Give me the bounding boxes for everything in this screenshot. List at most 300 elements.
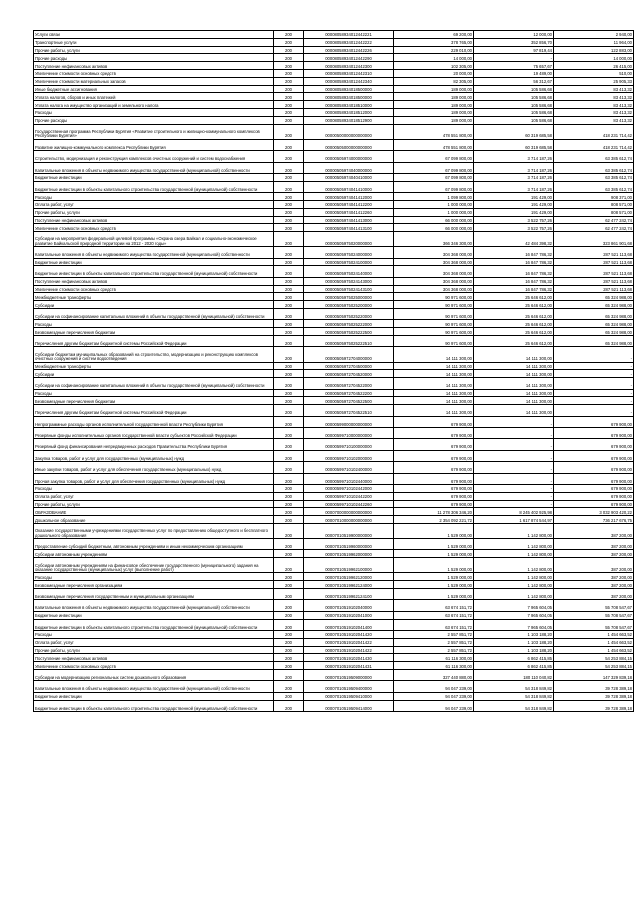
row-executed-amount-cell: 1 617 874 544,97 [474, 516, 554, 524]
row-name-cell: Бюджетные инвестиции в объекты капитального строительства государственной (муниципальной) собственности [34, 181, 274, 192]
row-approved-amount-cell: 679 900,00 [394, 427, 474, 438]
row-name-cell: Расходы [34, 320, 274, 328]
row-name-cell: Резервные фонды исполнительных органов государственной власти субъектов Российской Федерации [34, 427, 274, 438]
row-unexecuted-amount-cell: 83 413,32 [554, 101, 634, 109]
row-code-cell: 200 [274, 247, 304, 258]
row-classification-code-cell: 00000505974041413000 [304, 216, 394, 224]
table-row [34, 638, 634, 646]
row-code-cell: 200 [274, 320, 304, 328]
row-executed-amount-cell: 3 522 757,26 [474, 216, 554, 224]
row-unexecuted-amount-cell: 287 521 113,68 [554, 258, 634, 266]
table-row [34, 116, 634, 124]
row-classification-code-cell: 00000505974040410000 [304, 173, 394, 181]
budget-execution-table [33, 30, 634, 712]
row-code-cell: 200 [274, 85, 304, 93]
row-executed-amount-cell: 6 862 415,85 [474, 654, 554, 662]
row-unexecuted-amount-cell: 418 231 714,42 [554, 139, 634, 150]
table-row [34, 500, 634, 508]
table-row [34, 427, 634, 438]
row-code-cell: 200 [274, 116, 304, 124]
row-unexecuted-amount-cell: 63 385 612,74 [554, 151, 634, 162]
row-approved-amount-cell: 679 900,00 [394, 484, 474, 492]
row-approved-amount-cell: 2 557 851,72 [394, 646, 474, 654]
row-approved-amount-cell: 20 000,00 [394, 69, 474, 77]
row-executed-amount-cell: 16 847 786,32 [474, 266, 554, 277]
table-body [34, 31, 634, 712]
row-approved-amount-cell: 1 529 000,00 [394, 589, 474, 600]
row-name-cell: Бюджетные инвестиции в объекты капитального строительства государственной (муниципальной) собственности [34, 266, 274, 277]
row-name-cell: Субсидии бюджетам муниципальных образований на строительство, модернизацию и реконструкцию комплексов очистных сооружений и систем водоотведения [34, 347, 274, 362]
table-row [34, 277, 634, 285]
row-name-cell: Расходы [34, 108, 274, 116]
table-row [34, 492, 634, 500]
row-unexecuted-amount-cell: - [554, 397, 634, 405]
table-row [34, 208, 634, 216]
row-code-cell: 200 [274, 439, 304, 450]
row-executed-amount-cell: 1 103 188,20 [474, 638, 554, 646]
row-name-cell: Субсидии [34, 301, 274, 309]
row-classification-code-cell: 00008058934018512900 [304, 116, 394, 124]
row-classification-code-cell: 00000505972704522500 [304, 397, 394, 405]
row-approved-amount-cell: 14 111 300,00 [394, 389, 474, 397]
row-unexecuted-amount-cell: 387 200,00 [554, 558, 634, 573]
table-row [34, 362, 634, 370]
row-approved-amount-cell: 14 000,00 [394, 54, 474, 62]
row-executed-amount-cell: 25 646 612,00 [474, 336, 554, 347]
table-row [34, 77, 634, 85]
row-executed-amount-cell: 14 111 300,00 [474, 362, 554, 370]
row-approved-amount-cell: 304 368 000,00 [394, 247, 474, 258]
row-code-cell: 200 [274, 151, 304, 162]
row-approved-amount-cell: 90 971 600,00 [394, 309, 474, 320]
row-name-cell: Безвозмездные перечисления бюджетам [34, 328, 274, 336]
row-name-cell: Прочие работы, услуги [34, 46, 274, 54]
row-approved-amount-cell: 2 557 851,72 [394, 638, 474, 646]
row-unexecuted-amount-cell: 808 571,00 [554, 208, 634, 216]
row-unexecuted-amount-cell: 83 413,32 [554, 108, 634, 116]
row-name-cell: Капитальные вложения в объекты недвижимого имущества государственной (муниципальной) собственности [34, 162, 274, 173]
table-row [34, 378, 634, 389]
row-approved-amount-cell: 189 000,00 [394, 93, 474, 101]
table-row [34, 539, 634, 550]
row-executed-amount-cell: 14 111 300,00 [474, 397, 554, 405]
row-approved-amount-cell: 14 111 300,00 [394, 378, 474, 389]
row-classification-code-cell: 00007010519962100000 [304, 558, 394, 573]
row-executed-amount-cell: 1 142 800,00 [474, 581, 554, 589]
row-unexecuted-amount-cell: 287 521 113,68 [554, 285, 634, 293]
table-row [34, 600, 634, 611]
row-approved-amount-cell: 189 000,00 [394, 116, 474, 124]
table-row [34, 266, 634, 277]
row-name-cell: Увеличение стоимости основных средств [34, 662, 274, 670]
row-classification-code-cell: 00000505974041412200 [304, 200, 394, 208]
row-code-cell: 200 [274, 692, 304, 700]
table-row [34, 581, 634, 589]
row-executed-amount-cell: 3 714 187,26 [474, 151, 554, 162]
row-unexecuted-amount-cell: 54 253 884,15 [554, 662, 634, 670]
row-name-cell: Бюджетные инвестиции [34, 258, 274, 266]
row-name-cell: Прочие расходы [34, 116, 274, 124]
row-name-cell: Дошкольное образование [34, 516, 274, 524]
row-unexecuted-amount-cell: 679 900,00 [554, 439, 634, 450]
row-classification-code-cell: 00007010519102041400 [304, 619, 394, 630]
row-code-cell: 200 [274, 301, 304, 309]
row-classification-code-cell: 00000505974040000000 [304, 162, 394, 173]
table-row [34, 293, 634, 301]
row-unexecuted-amount-cell: - [554, 370, 634, 378]
row-name-cell: Строительство, модернизация и реконструкция комплексов очистных сооружений и систем водоснабжения [34, 151, 274, 162]
row-approved-amount-cell: 1 529 000,00 [394, 550, 474, 558]
table-row [34, 200, 634, 208]
row-executed-amount-cell: 7 965 604,05 [474, 600, 554, 611]
row-code-cell: 200 [274, 539, 304, 550]
row-code-cell: 200 [274, 558, 304, 573]
row-classification-code-cell: 00000505972704522000 [304, 378, 394, 389]
row-code-cell: 200 [274, 162, 304, 173]
table-row [34, 69, 634, 77]
row-executed-amount-cell: - [474, 473, 554, 484]
row-executed-amount-cell: 1 142 800,00 [474, 573, 554, 581]
table-row [34, 516, 634, 524]
row-code-cell: 200 [274, 450, 304, 461]
row-approved-amount-cell: 304 368 000,00 [394, 285, 474, 293]
row-name-cell: Межбюджетные трансферты [34, 362, 274, 370]
row-name-cell: Поступление нефинансовых активов [34, 62, 274, 70]
row-approved-amount-cell: 679 900,00 [394, 450, 474, 461]
table-row [34, 31, 634, 39]
row-code-cell: 200 [274, 397, 304, 405]
row-executed-amount-cell: 42 484 398,32 [474, 232, 554, 247]
row-approved-amount-cell: 82 305,00 [394, 77, 474, 85]
row-code-cell: 200 [274, 416, 304, 427]
row-executed-amount-cell: 1 142 800,00 [474, 589, 554, 600]
row-approved-amount-cell: 304 368 000,00 [394, 277, 474, 285]
row-unexecuted-amount-cell: 62 477 242,74 [554, 224, 634, 232]
row-unexecuted-amount-cell: 25 905,33 [554, 77, 634, 85]
row-unexecuted-amount-cell: 65 324 988,00 [554, 309, 634, 320]
table-row [34, 450, 634, 461]
table-row [34, 416, 634, 427]
row-name-cell: Капитальные вложения в объекты недвижимого имущества государственной (муниципальной) собственности [34, 247, 274, 258]
row-executed-amount-cell: 1 142 800,00 [474, 550, 554, 558]
row-executed-amount-cell: 54 318 849,82 [474, 681, 554, 692]
row-code-cell: 200 [274, 173, 304, 181]
row-unexecuted-amount-cell: 26 415,00 [554, 62, 634, 70]
row-executed-amount-cell: 54 318 849,82 [474, 692, 554, 700]
table-row [34, 216, 634, 224]
row-executed-amount-cell: 14 111 300,00 [474, 389, 554, 397]
row-code-cell: 200 [274, 62, 304, 70]
row-approved-amount-cell: 14 111 300,00 [394, 347, 474, 362]
row-approved-amount-cell: 378 765,00 [394, 38, 474, 46]
row-code-cell: 200 [274, 54, 304, 62]
row-classification-code-cell: 00008058934018500000 [304, 93, 394, 101]
row-code-cell: 200 [274, 589, 304, 600]
row-approved-amount-cell: 679 900,00 [394, 462, 474, 473]
row-classification-code-cell: 00000505975024000000 [304, 247, 394, 258]
row-approved-amount-cell: 1 529 000,00 [394, 581, 474, 589]
table-row [34, 124, 634, 139]
row-code-cell: 200 [274, 646, 304, 654]
row-code-cell: 200 [274, 293, 304, 301]
table-row [34, 320, 634, 328]
row-unexecuted-amount-cell: 387 200,00 [554, 523, 634, 538]
row-approved-amount-cell: 61 116 300,00 [394, 654, 474, 662]
table-row [34, 309, 634, 320]
table-row [34, 681, 634, 692]
row-name-cell: Капитальные вложения в объекты недвижимого имущества государственной (муниципальной) собственности [34, 600, 274, 611]
row-unexecuted-amount-cell: 55 708 547,67 [554, 600, 634, 611]
row-approved-amount-cell: 90 971 600,00 [394, 328, 474, 336]
row-executed-amount-cell: 1 103 188,20 [474, 631, 554, 639]
row-code-cell: 200 [274, 232, 304, 247]
row-classification-code-cell: 00000505975024143100 [304, 285, 394, 293]
row-name-cell: Расходы [34, 193, 274, 201]
table-row [34, 38, 634, 46]
row-classification-code-cell: 00000505975024100000 [304, 258, 394, 266]
table-row [34, 85, 634, 93]
table-row [34, 224, 634, 232]
table-row [34, 484, 634, 492]
row-code-cell: 200 [274, 193, 304, 201]
row-executed-amount-cell: 12 000,00 [474, 31, 554, 39]
table-row [34, 619, 634, 630]
row-unexecuted-amount-cell: 679 900,00 [554, 492, 634, 500]
row-unexecuted-amount-cell: 14 000,00 [554, 54, 634, 62]
row-approved-amount-cell: 1 529 000,00 [394, 573, 474, 581]
row-executed-amount-cell: 60 319 685,58 [474, 124, 554, 139]
row-code-cell: 200 [274, 38, 304, 46]
row-classification-code-cell: 00007010519962124100 [304, 589, 394, 600]
table-row [34, 301, 634, 309]
row-name-cell: Поступление нефинансовых активов [34, 277, 274, 285]
row-executed-amount-cell: 25 646 612,00 [474, 328, 554, 336]
row-classification-code-cell: 00007010519102040000 [304, 600, 394, 611]
row-executed-amount-cell: 14 111 300,00 [474, 347, 554, 362]
row-approved-amount-cell: 1 099 800,00 [394, 193, 474, 201]
row-name-cell: Субсидии автономным учреждениям [34, 550, 274, 558]
row-code-cell: 200 [274, 93, 304, 101]
row-code-cell: 200 [274, 581, 304, 589]
row-executed-amount-cell: 105 586,68 [474, 85, 554, 93]
row-approved-amount-cell: 679 900,00 [394, 500, 474, 508]
row-code-cell: 200 [274, 309, 304, 320]
row-approved-amount-cell: 189 000,00 [394, 85, 474, 93]
row-name-cell: Государственная программа Республики Бурятия «Развитие строительного и жилищно-коммунального комплексов Республики Бурятия» [34, 124, 274, 139]
row-name-cell: Резервный фонд финансирования непредвиденных расходов Правительства Республики Бурятия [34, 439, 274, 450]
row-unexecuted-amount-cell: 11 964,00 [554, 38, 634, 46]
row-approved-amount-cell: 189 000,00 [394, 101, 474, 109]
row-code-cell: 200 [274, 362, 304, 370]
row-unexecuted-amount-cell: 54 253 884,15 [554, 654, 634, 662]
row-executed-amount-cell: 1 142 800,00 [474, 558, 554, 573]
row-approved-amount-cell: 94 047 239,00 [394, 700, 474, 711]
row-approved-amount-cell: 1 529 000,00 [394, 558, 474, 573]
row-executed-amount-cell: 25 646 612,00 [474, 293, 554, 301]
row-classification-code-cell: 00000505972704000000 [304, 347, 394, 362]
row-name-cell: Перечисления другим бюджетам бюджетной системы Российской Федерации [34, 405, 274, 416]
table-row [34, 462, 634, 473]
row-name-cell: Расходы [34, 631, 274, 639]
row-code-cell: 200 [274, 328, 304, 336]
row-executed-amount-cell: 105 586,68 [474, 101, 554, 109]
row-executed-amount-cell: 3 714 187,26 [474, 181, 554, 192]
row-executed-amount-cell: 14 111 300,00 [474, 378, 554, 389]
row-unexecuted-amount-cell: 908 371,00 [554, 193, 634, 201]
row-executed-amount-cell: 7 965 604,05 [474, 619, 554, 630]
row-unexecuted-amount-cell: 83 413,32 [554, 93, 634, 101]
row-name-cell: Оплата работ, услуг [34, 492, 274, 500]
row-executed-amount-cell: 25 646 612,00 [474, 309, 554, 320]
row-executed-amount-cell: 1 142 800,00 [474, 539, 554, 550]
row-classification-code-cell: 00000599710102000000 [304, 450, 394, 461]
row-unexecuted-amount-cell: 122 883,00 [554, 46, 634, 54]
row-classification-code-cell: 00000505972704520000 [304, 370, 394, 378]
table-row [34, 611, 634, 619]
table-row [34, 670, 634, 681]
row-approved-amount-cell: 90 971 600,00 [394, 320, 474, 328]
row-code-cell: 200 [274, 139, 304, 150]
row-classification-code-cell: 00000505974000000000 [304, 151, 394, 162]
row-unexecuted-amount-cell: 679 900,00 [554, 473, 634, 484]
row-code-cell: 200 [274, 427, 304, 438]
row-code-cell: 200 [274, 31, 304, 39]
row-name-cell: Уплата налогов, сборов и иных платежей [34, 93, 274, 101]
row-name-cell: Субсидии автономным учреждениям на финансовое обеспечение государственного (муниципального) задания на оказание государственных (муниципальных) услуг (выполнение работ) [34, 558, 274, 573]
row-executed-amount-cell: - [474, 462, 554, 473]
row-unexecuted-amount-cell: 387 200,00 [554, 539, 634, 550]
row-classification-code-cell: 00008058934018500000 [304, 85, 394, 93]
row-executed-amount-cell: - [474, 416, 554, 427]
row-classification-code-cell: 00000599710100000000 [304, 439, 394, 450]
row-unexecuted-amount-cell: 387 200,00 [554, 550, 634, 558]
row-classification-code-cell: 00008058934012442226 [304, 46, 394, 54]
row-classification-code-cell: 00000505975025200000 [304, 301, 394, 309]
row-approved-amount-cell: 1 529 000,00 [394, 523, 474, 538]
table-row [34, 589, 634, 600]
row-executed-amount-cell: 8 245 402 925,98 [474, 508, 554, 516]
row-code-cell: 200 [274, 670, 304, 681]
row-executed-amount-cell: 105 586,68 [474, 108, 554, 116]
row-unexecuted-amount-cell: 147 329 839,18 [554, 670, 634, 681]
row-name-cell: Оплата работ, услуг [34, 200, 274, 208]
row-unexecuted-amount-cell: 65 324 988,00 [554, 328, 634, 336]
row-code-cell: 200 [274, 77, 304, 85]
row-code-cell: 200 [274, 473, 304, 484]
table-row [34, 405, 634, 416]
table-row [34, 108, 634, 116]
row-classification-code-cell: 00000599710102442200 [304, 492, 394, 500]
row-executed-amount-cell: 16 847 786,32 [474, 258, 554, 266]
row-approved-amount-cell: 1 000 000,00 [394, 200, 474, 208]
table-row [34, 347, 634, 362]
row-approved-amount-cell: 14 111 300,00 [394, 370, 474, 378]
row-executed-amount-cell: 75 657,67 [474, 62, 554, 70]
row-code-cell: 200 [274, 654, 304, 662]
row-classification-code-cell: 00000505974041410000 [304, 181, 394, 192]
row-name-cell: Субсидии [34, 370, 274, 378]
row-name-cell: Увеличение стоимости основных средств [34, 224, 274, 232]
row-classification-code-cell: 00000599000000000000 [304, 416, 394, 427]
row-name-cell: Иные закупки товаров, работ и услуг для обеспечения государственных (муниципальных) нужд [34, 462, 274, 473]
row-classification-code-cell: 00007010519102041430 [304, 654, 394, 662]
row-classification-code-cell: 00000505975025220000 [304, 309, 394, 320]
row-unexecuted-amount-cell: 418 231 714,42 [554, 124, 634, 139]
row-code-cell: 200 [274, 216, 304, 224]
table-row [34, 328, 634, 336]
row-classification-code-cell: 00007010519900000000 [304, 523, 394, 538]
table-row [34, 654, 634, 662]
row-classification-code-cell: 00007000000000000000 [304, 508, 394, 516]
row-name-cell: Расходы [34, 573, 274, 581]
row-code-cell: 200 [274, 200, 304, 208]
row-classification-code-cell: 00007010519960000000 [304, 539, 394, 550]
row-code-cell: 200 [274, 700, 304, 711]
row-unexecuted-amount-cell: 55 708 547,67 [554, 611, 634, 619]
row-unexecuted-amount-cell: 679 900,00 [554, 462, 634, 473]
row-unexecuted-amount-cell: - [554, 347, 634, 362]
row-executed-amount-cell: - [474, 500, 554, 508]
row-executed-amount-cell: 16 847 786,32 [474, 285, 554, 293]
row-unexecuted-amount-cell: - [554, 389, 634, 397]
table-row [34, 54, 634, 62]
table-row [34, 93, 634, 101]
row-approved-amount-cell: 679 900,00 [394, 439, 474, 450]
table-row [34, 232, 634, 247]
row-code-cell: 200 [274, 662, 304, 670]
row-unexecuted-amount-cell: 39 728 389,18 [554, 681, 634, 692]
row-code-cell: 200 [274, 523, 304, 538]
row-name-cell: Субсидии на модернизацию региональных систем дошкольного образования [34, 670, 274, 681]
row-code-cell: 200 [274, 46, 304, 54]
row-unexecuted-amount-cell: 39 728 389,18 [554, 700, 634, 711]
row-unexecuted-amount-cell: 63 385 612,74 [554, 173, 634, 181]
row-unexecuted-amount-cell: 679 900,00 [554, 484, 634, 492]
row-executed-amount-cell: 16 847 786,32 [474, 247, 554, 258]
row-approved-amount-cell: 67 099 800,00 [394, 181, 474, 192]
row-unexecuted-amount-cell: 287 521 113,68 [554, 266, 634, 277]
row-classification-code-cell: 00007010519962120000 [304, 573, 394, 581]
row-classification-code-cell: 00008058934018510000 [304, 101, 394, 109]
row-executed-amount-cell: 3 714 187,26 [474, 162, 554, 173]
row-classification-code-cell: 00000505972704522200 [304, 389, 394, 397]
row-name-cell: Безвозмездные перечисления бюджетам [34, 397, 274, 405]
table-row [34, 336, 634, 347]
row-classification-code-cell: 00007010519509410000 [304, 692, 394, 700]
row-unexecuted-amount-cell: - [554, 405, 634, 416]
row-unexecuted-amount-cell: 2 940,00 [554, 31, 634, 39]
row-unexecuted-amount-cell: 510,00 [554, 69, 634, 77]
row-name-cell: Прочие работы, услуги [34, 208, 274, 216]
row-classification-code-cell: 00008058934012442310 [304, 69, 394, 77]
row-unexecuted-amount-cell: 287 521 113,68 [554, 247, 634, 258]
row-approved-amount-cell: 327 440 880,00 [394, 670, 474, 681]
row-classification-code-cell: 00000505974041413100 [304, 224, 394, 232]
row-approved-amount-cell: 679 900,00 [394, 473, 474, 484]
row-classification-code-cell: 00000505975025222000 [304, 320, 394, 328]
row-code-cell: 200 [274, 405, 304, 416]
row-code-cell: 200 [274, 277, 304, 285]
row-name-cell: Услуги связи [34, 31, 274, 39]
row-name-cell: Увеличение стоимости основных средств [34, 69, 274, 77]
row-executed-amount-cell: 6 862 415,85 [474, 662, 554, 670]
row-unexecuted-amount-cell: 65 324 988,00 [554, 320, 634, 328]
row-code-cell: 200 [274, 101, 304, 109]
row-approved-amount-cell: 366 346 300,00 [394, 232, 474, 247]
row-approved-amount-cell: 189 000,00 [394, 108, 474, 116]
row-classification-code-cell: 00000505975024143000 [304, 277, 394, 285]
row-approved-amount-cell: 11 278 306 346,20 [394, 508, 474, 516]
